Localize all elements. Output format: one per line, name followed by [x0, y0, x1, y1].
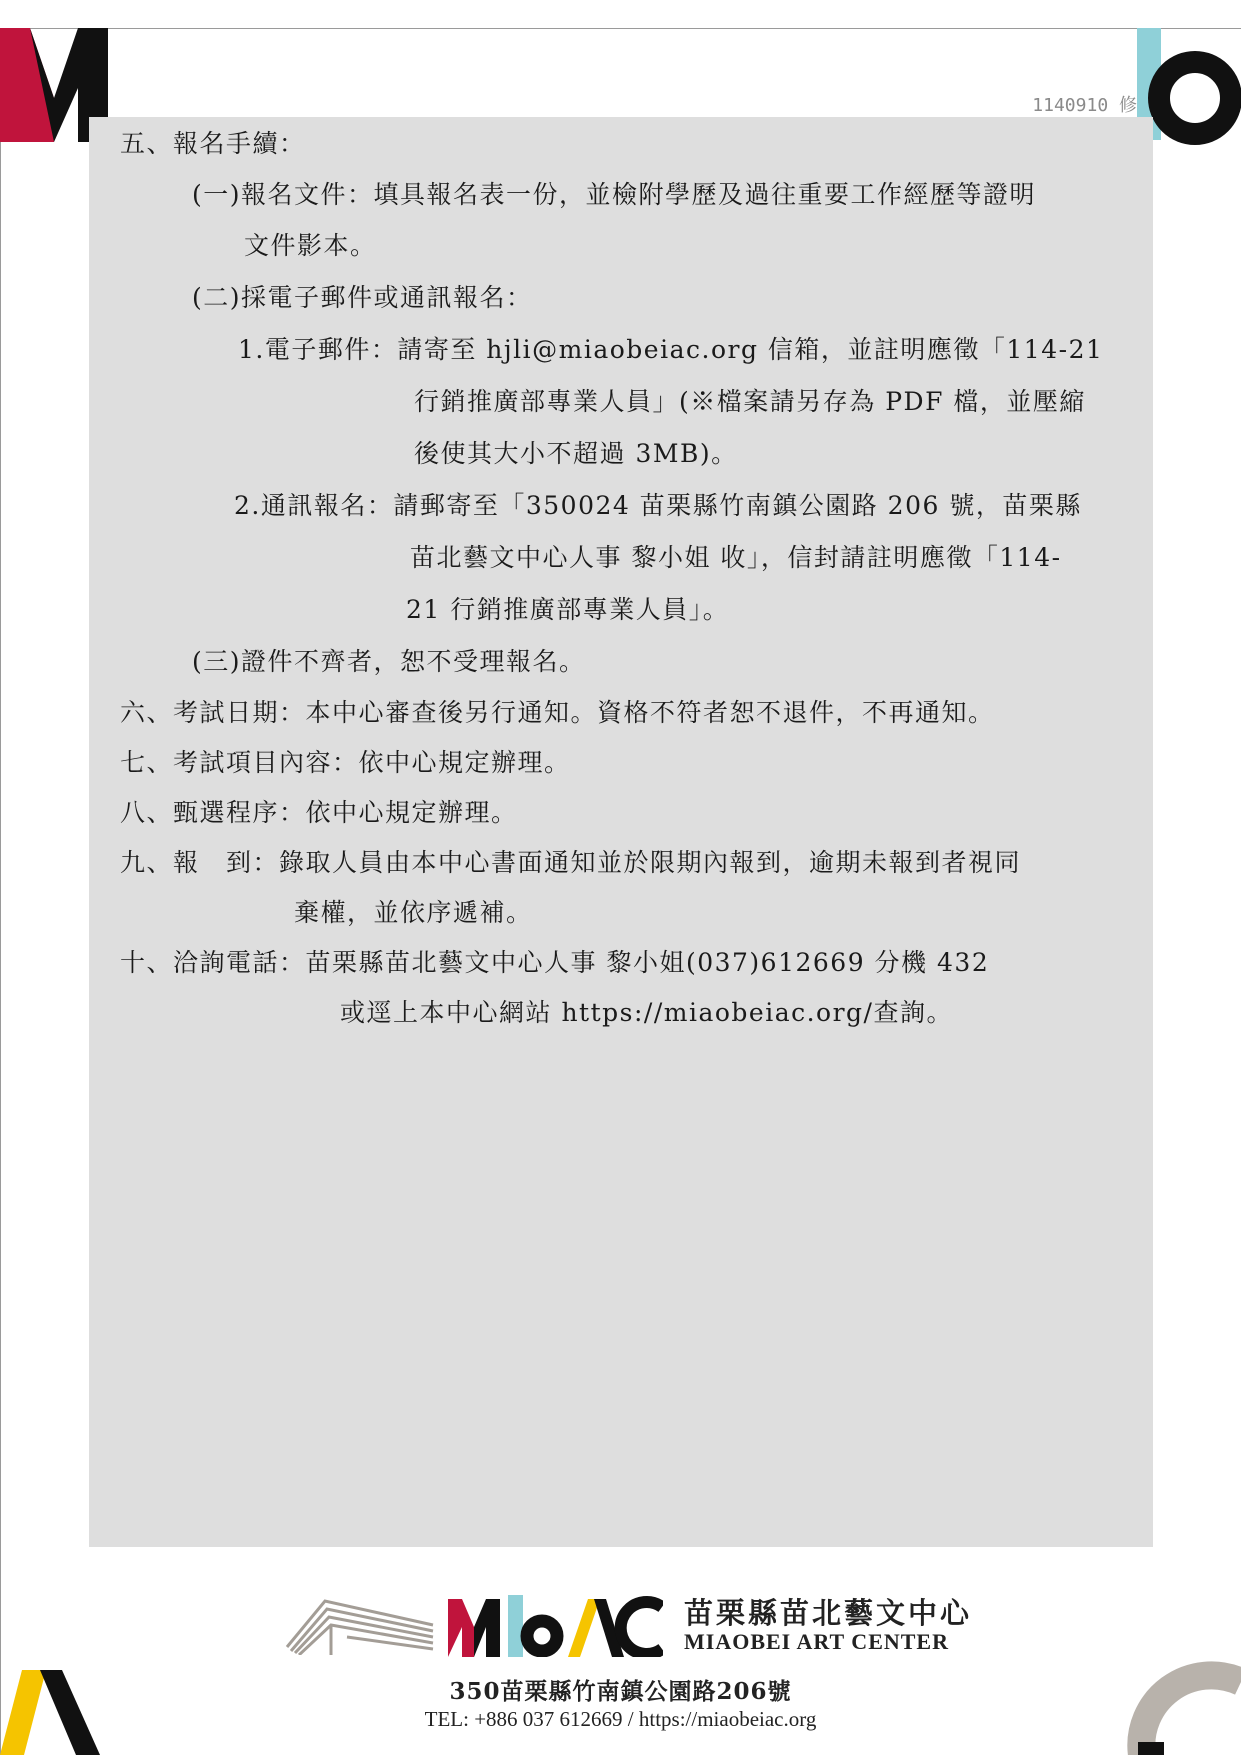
section-7: 七、考試項目內容：依中心規定辦理。	[120, 748, 571, 777]
section-10-line-2: 或逕上本中心網站 https://miaobeiac.org/查詢。	[340, 998, 953, 1027]
footer	[0, 1585, 1241, 1755]
section-5-title: 五、報名手續：	[120, 129, 306, 158]
mail-method-line-2: 苗北藝文中心人事 黎小姐 收」，信封請註明應徵「114-	[410, 543, 1062, 572]
mail-method-line-1: 2.通訊報名：請郵寄至「350024 苗栗縣竹南鎮公園路 206 號，苗栗縣	[234, 491, 1082, 520]
section-5-item-3: (三)證件不齊者，恕不受理報名。	[192, 647, 586, 676]
section-5-item-1-line-2: 文件影本。	[244, 231, 377, 260]
section-10-line-1: 十、洽詢電話：苗栗縣苗北藝文中心人事 黎小姐(037)612669 分機 432	[120, 948, 990, 977]
email-method-line-1: 1.電子郵件：請寄至 hjli@miaobeiac.org 信箱，並註明應徵「114-21	[238, 335, 1104, 364]
section-6: 六、考試日期：本中心審查後另行通知。資格不符者恕不退件，不再通知。	[120, 698, 995, 727]
org-name-chinese: 苗栗縣苗北藝文中心	[684, 1596, 973, 1630]
email-method-line-2: 行銷推廣部專業人員」(※檔案請另存為 PDF 檔，並壓縮	[414, 387, 1086, 416]
section-8: 八、甄選程序：依中心規定辦理。	[120, 798, 518, 827]
revision-stamp: 1140910 修	[1032, 95, 1137, 116]
org-contact: TEL: +886 037 612669 / https://miaobeiac.org	[424, 1707, 817, 1731]
section-9-line-1: 九、報 到：錄取人員由本中心書面通知並於限期內報到，逾期未報到者視同	[120, 848, 1022, 877]
email-method-line-3: 後使其大小不超過 3MB)。	[414, 439, 738, 468]
org-name-english: MIAOBEI ART CENTER	[684, 1629, 949, 1654]
building-illustration-icon	[285, 1595, 435, 1655]
section-5-item-1-line-1: (一)報名文件：填具報名表一份，並檢附學歷及過往重要工作經歷等證明	[192, 180, 1037, 209]
section-5-item-2-title: (二)採電子郵件或通訊報名：	[192, 283, 533, 312]
section-9-line-2: 棄權，並依序遞補。	[294, 898, 533, 927]
mbac-logo-icon	[448, 1593, 663, 1657]
mail-method-line-3: 21 行銷推廣部專業人員」。	[406, 595, 730, 624]
org-address: 350苗栗縣竹南鎮公園路206號	[449, 1678, 792, 1705]
